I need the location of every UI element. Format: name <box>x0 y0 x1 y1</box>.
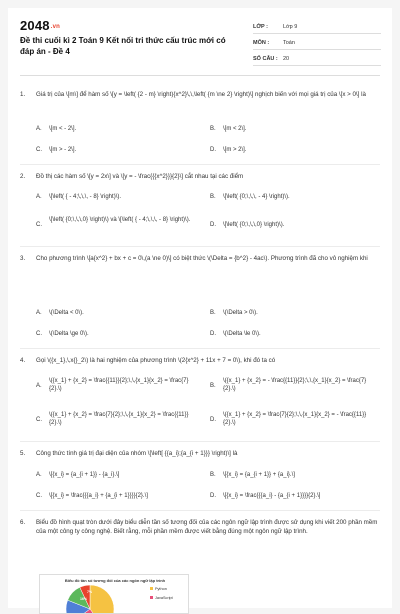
info-value: Toán <box>283 39 295 46</box>
option-label: B. <box>210 310 216 316</box>
question-divider <box>20 348 380 349</box>
info-key: MÔN : <box>253 39 270 46</box>
question-divider <box>20 510 380 511</box>
question-number: 5. <box>20 450 26 457</box>
option-label: C. <box>36 222 42 228</box>
exam-page <box>8 8 392 608</box>
option-label: B. <box>210 472 216 478</box>
option-label: C. <box>36 331 42 337</box>
info-value: Lớp 9 <box>283 23 298 30</box>
question-text: Đồ thị các hàm số \[y = 2x\] và \[y = - \frac{{{x^2}}}{2}\] cắt nhau tại các điểm <box>36 173 244 180</box>
pie-chart-box <box>39 574 189 614</box>
option-label: A. <box>36 472 42 478</box>
option-text: \[m < 2\]. <box>223 126 247 132</box>
logo[interactable] <box>20 18 60 33</box>
header-divider <box>20 75 380 76</box>
pie-value-label: 16% <box>80 597 88 601</box>
question-text: Công thức tính giá trị đại diện của nhóm \[\left[ {{a_i};{a_{i + 1}}} \right)\] là <box>36 450 238 457</box>
question-number: 6. <box>20 519 26 526</box>
pie-chart <box>40 575 189 614</box>
legend-label: JavaScript <box>155 596 173 600</box>
option-label: B. <box>210 126 216 132</box>
pie-value-label: 7% <box>87 590 93 594</box>
info-key: SỐ CÂU : <box>253 55 278 62</box>
question-text: Giá trị của \[m\] để hàm số \[y = \left( {2 - m} \right){x^2}\,\,\left( {m \ne 2} \right)\] nghịch biến với mọi giá trị của \[x > 0\] là <box>36 91 366 98</box>
info-row-subject <box>253 36 381 50</box>
chart-title: Biểu đồ tần số tương đối của các ngôn ngữ lập trình <box>64 578 166 583</box>
info-row-class <box>253 20 381 34</box>
option-text: \(\Delta \le 0\). <box>223 331 261 337</box>
exam-info <box>253 20 381 68</box>
option-label: D. <box>210 331 216 337</box>
option-text: \[{x_i} = \frac{{{a_i} + {a_{i + 1}}}}{2}.\] <box>49 493 148 499</box>
logo-domain: .vn <box>50 24 61 30</box>
option-text: \[{x_i} = \frac{{{a_i} - {a_{i + 1}}}}{2}.\] <box>223 493 321 499</box>
option-text: \[\left( {0;\,\,\,0} \right)\). <box>223 222 285 228</box>
question-text: Biểu đồ hình quạt tròn dưới đây biểu diễn tần số tương đối của các ngôn ngữ lập trình được sử dụng khi viết 200 phần mềm của một công ty công nghệ. Biết rằng, mỗi phần mềm được viết bằng đúng một ngôn ngữ lập trình. <box>36 519 378 535</box>
option-label: D. <box>210 147 216 153</box>
question-number: 1. <box>20 91 26 98</box>
page-title: Đề thi cuối kì 2 Toán 9 Kết nối tri thức cấu trúc mới có đáp án - Đề 4 <box>20 36 226 56</box>
option-label: C. <box>36 493 42 499</box>
option-label: A. <box>36 126 42 132</box>
option-text: \[\left( {0;\,\,\, - 4} \right)\). <box>223 194 290 200</box>
logo-main: 2048 <box>20 18 50 33</box>
option-text: \({x_1} + {x_2} = \frac{7}{2};\,\,{x_1}{x_2} = - \frac{{11}}{2}.\) <box>223 412 367 426</box>
option-label: A. <box>36 194 42 200</box>
option-text: \[m < - 2\]. <box>49 126 77 132</box>
legend-label: Python <box>155 587 167 591</box>
question-number: 3. <box>20 255 26 262</box>
option-label: B. <box>210 383 216 389</box>
header <box>8 8 392 68</box>
option-text: \({x_1} + {x_2} = \frac{7}{2};\,\,{x_1}{x_2} = \frac{{11}}{2}.\) <box>49 412 189 426</box>
option-label: D. <box>210 493 216 499</box>
legend-swatch <box>150 587 153 590</box>
question-number: 4. <box>20 357 26 364</box>
option-text: \[{x_i} = {a_{i + 1}} + {a_i}.\] <box>223 472 295 478</box>
info-value: 20 <box>283 55 290 62</box>
question-number: 2. <box>20 173 26 180</box>
option-text: \[{x_i} = {a_{i + 1}} - {a_i}.\] <box>49 472 120 478</box>
option-text: \[m > - 2\]. <box>49 147 77 153</box>
option-text: \(\Delta \ge 0\). <box>49 331 89 337</box>
option-text: \[\left( { - 4;\,\,\, - 8} \right)\). <box>49 194 122 200</box>
option-text: \(\Delta < 0\). <box>49 310 84 316</box>
option-label: D. <box>210 222 216 228</box>
option-label: C. <box>36 147 42 153</box>
question-divider <box>20 246 380 247</box>
option-label: A. <box>36 310 42 316</box>
info-row-count <box>253 52 381 66</box>
option-label: A. <box>36 383 42 389</box>
info-key: LỚP : <box>253 23 268 30</box>
legend-swatch <box>150 596 153 599</box>
option-text: \(\Delta > 0\). <box>223 310 258 316</box>
question-text: Gọi \({x_1},\,x{}_2\) là hai nghiệm của phương trình \(2{x^2} + 11x + 7 = 0\), khi đó ta có <box>36 357 276 364</box>
option-label: B. <box>210 194 216 200</box>
question-divider <box>20 441 380 442</box>
option-text: \[\left( {0;\,\,\,0} \right)\) và \[\left( { - 4;\,\,\, - 8} \right)\). <box>49 217 191 223</box>
question-text: Cho phương trình \[a{x^2} + bx + c = 0\,(a \ne 0)\] có biệt thức \(\Delta = {b^2} - 4ac\). Phương trình đã cho vô nghiệm khi <box>36 255 368 262</box>
option-label: D. <box>210 417 216 423</box>
option-text: \[m > 2\]. <box>223 147 247 153</box>
option-text: \({x_1} + {x_2} = \frac{{11}}{2};\,\,{x_1}{x_2} = \frac{7}{2}.\) <box>49 378 189 392</box>
option-label: C. <box>36 417 42 423</box>
option-text: \({x_1} + {x_2} = - \frac{{11}}{2};\,\,{x_1}{x_2} = \frac{7}{2}.\) <box>223 378 367 392</box>
question-divider <box>20 164 380 165</box>
